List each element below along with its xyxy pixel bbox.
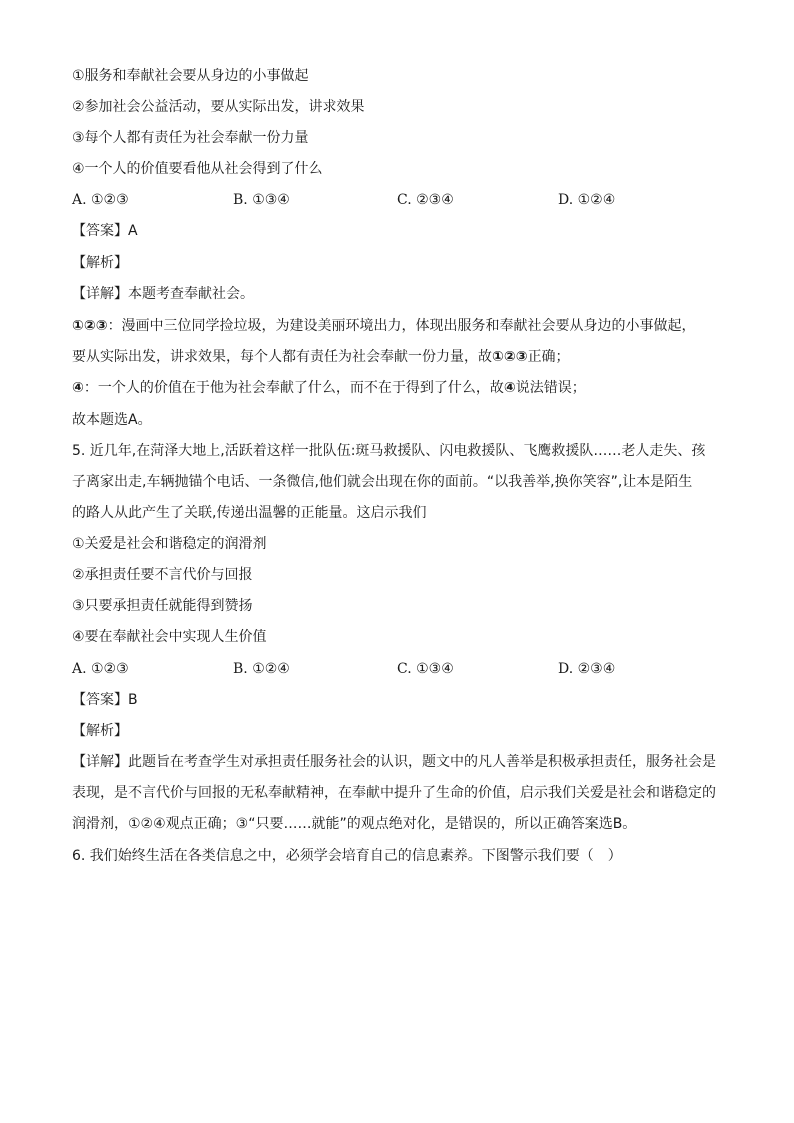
q5-detail-line3: 润滑剂，①②④观点正确；③“只要……就能”的观点绝对化，是错误的，所以正确答案选B。	[72, 816, 637, 832]
q4-point1-line2-b: ①②③	[492, 349, 528, 365]
q5-item-4: ④要在奉献社会中实现人生价值	[72, 629, 267, 645]
q4-answer: 【答案】A	[72, 223, 138, 239]
q4-point1-line2	[72, 347, 732, 367]
q4-option-c: C. ②③④	[397, 192, 454, 208]
q4-analysis-label: 【解析】	[72, 255, 128, 271]
q4-options	[72, 190, 732, 210]
q4-point1-line1	[72, 316, 732, 336]
q5-option-d: D. ②③④	[558, 661, 616, 677]
q4-item-3: ③每个人都有责任为社会奉献一份力量	[72, 130, 309, 146]
q4-detail-label: 【详解】	[72, 286, 128, 302]
q4-point2-c: 说法错误；	[515, 380, 586, 396]
q4-point2-b: ④	[503, 380, 516, 396]
q5-option-b: B. ①②④	[233, 661, 290, 677]
q5-stem-line2: 子离家出走,车辆抛锚个电话、一条微信,他们就会出现在你的面前。“以我善举,换你笑容”,让本是陌生	[72, 474, 693, 490]
q4-point2-a: ：一个人的价值在于他为社会奉献了什么，而不在于得到了什么，故	[83, 380, 504, 396]
q5-detail-text-1: 此题旨在考查学生对承担责任服务社会的认识，题文中的凡人善举是积极承担责任，服务社会是	[128, 754, 716, 770]
q5-analysis-label: 【解析】	[72, 723, 128, 739]
q4-detail-text: 本题考查奉献社会。	[128, 286, 254, 302]
q4-point1-label: ①②③	[72, 318, 108, 334]
q6-stem: 6. 我们始终生活在各类信息之中，必须学会培育自己的信息素养。下图警示我们要（ ）	[72, 848, 622, 864]
q5-stem-line3: 的路人从此产生了关联,传递出温馨的正能量。这启示我们	[72, 505, 427, 521]
q4-point1-text: ：漫画中三位同学捡垃圾，为建设美丽环境出力，体现出服务和奉献社会要从身边的小事做起，	[107, 318, 696, 334]
q5-detail-line2: 表现，是不言代价与回报的无私奉献精神，在奉献中提升了生命的价值，启示我们关爱是社会和谐稳定的	[72, 785, 716, 801]
q5-detail-line1	[72, 752, 732, 772]
q4-conclusion: 故本题选A。	[72, 412, 152, 428]
q4-item-4: ④一个人的价值要看他从社会得到了什么	[72, 161, 323, 177]
q5-options	[72, 659, 732, 679]
q5-item-1: ①关爱是社会和谐稳定的润滑剂	[72, 536, 267, 552]
q4-point2	[72, 378, 732, 398]
q5-stem-line1: 5. 近几年,在菏泽大地上,活跃着这样一批队伍:斑马救援队、闪电救援队、飞鹰救援队……老人走失、孩	[72, 443, 706, 459]
q4-option-a: A. ①②③	[72, 192, 129, 208]
q5-answer: 【答案】B	[72, 692, 138, 708]
q5-item-2: ②承担责任要不言代价与回报	[72, 567, 253, 583]
q4-point1-line2-c: 正确；	[527, 349, 570, 365]
q4-point2-label: ④	[72, 380, 84, 396]
q4-option-d: D. ①②④	[558, 192, 616, 208]
q4-item-1: ①服务和奉献社会要从身边的小事做起	[72, 68, 309, 84]
q5-option-a: A. ①②③	[72, 661, 129, 677]
q5-option-c: C. ①③④	[397, 661, 454, 677]
q5-item-3: ③只要承担责任就能得到赞扬	[72, 598, 253, 614]
q4-detail	[72, 284, 732, 304]
q4-option-b: B. ①③④	[233, 192, 290, 208]
q5-detail-label: 【详解】	[72, 754, 128, 770]
q4-item-2: ②参加社会公益活动，要从实际出发，讲求效果	[72, 99, 365, 115]
q4-point1-line2-a: 要从实际出发，讲求效果，每个人都有责任为社会奉献一份力量，故	[72, 349, 492, 365]
